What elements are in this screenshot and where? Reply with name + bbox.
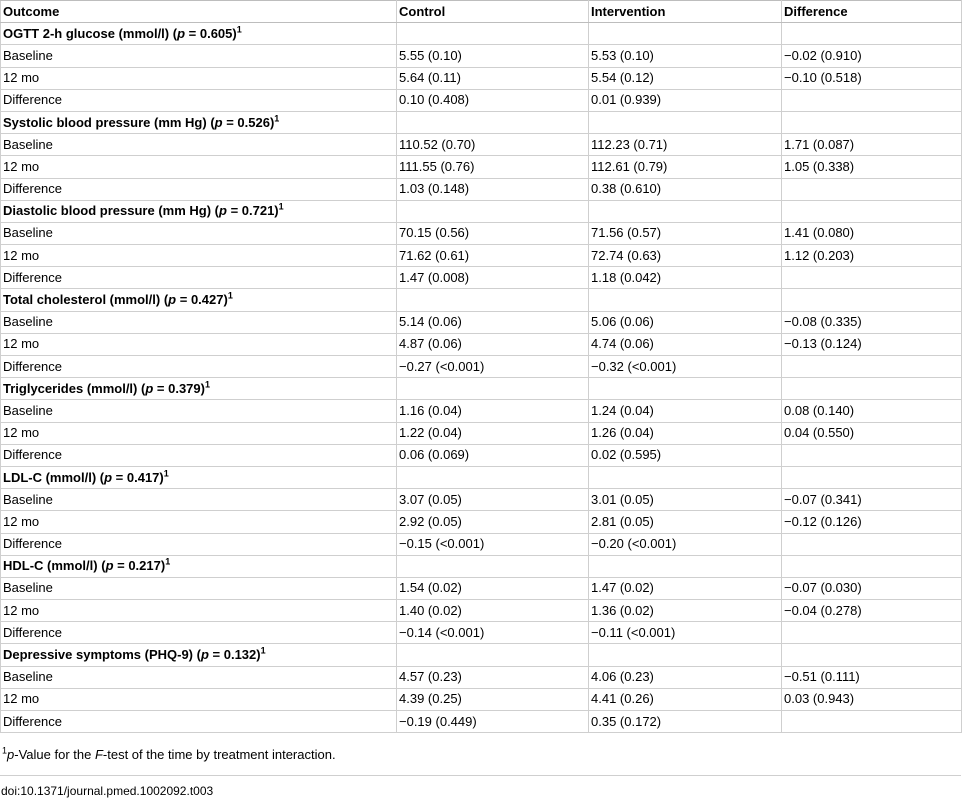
section-header-row bbox=[1, 644, 962, 666]
table-row bbox=[1, 688, 962, 710]
value-cell: 4.39 (0.25) bbox=[397, 688, 589, 710]
row-label-cell: Difference bbox=[1, 89, 397, 111]
row-label-cell: Baseline bbox=[1, 577, 397, 599]
empty-cell bbox=[589, 289, 782, 311]
value-cell: 1.36 (0.02) bbox=[589, 600, 782, 622]
table-row bbox=[1, 134, 962, 156]
section-footnote-mark: 1 bbox=[227, 290, 233, 301]
value-cell: −0.51 (0.111) bbox=[782, 666, 962, 688]
section-title-cell: LDL-C (mmol/l) (p = 0.417)$^1$ bbox=[1, 466, 397, 488]
section-title-cell: Systolic blood pressure (mm Hg) (p = 0.526)$^1$ bbox=[1, 111, 397, 133]
value-cell bbox=[782, 622, 962, 644]
table-row bbox=[1, 311, 962, 333]
table-row bbox=[1, 333, 962, 355]
table-row bbox=[1, 600, 962, 622]
section-title: OGTT 2-h glucose (mmol/l) bbox=[3, 25, 170, 41]
section-footnote-mark: 1 bbox=[260, 645, 266, 656]
empty-cell bbox=[397, 644, 589, 666]
section-title-cell: Triglycerides (mmol/l) (p = 0.379)$^1$ bbox=[1, 378, 397, 400]
empty-cell bbox=[589, 555, 782, 577]
doi-text[interactable]: doi:10.1371/journal.pmed.1002092.t003 bbox=[1, 784, 214, 799]
row-label-cell: Difference bbox=[1, 622, 397, 644]
row-label-cell: 12 mo bbox=[1, 688, 397, 710]
row-label-cell: 12 mo bbox=[1, 600, 397, 622]
value-cell: 1.24 (0.04) bbox=[589, 400, 782, 422]
value-cell: 1.40 (0.02) bbox=[397, 600, 589, 622]
empty-cell bbox=[397, 111, 589, 133]
value-cell: 0.04 (0.550) bbox=[782, 422, 962, 444]
value-cell: 1.41 (0.080) bbox=[782, 222, 962, 244]
value-cell bbox=[782, 444, 962, 466]
value-cell: −0.27 (<0.001) bbox=[397, 356, 589, 378]
column-header-intervention: Intervention bbox=[589, 1, 782, 23]
footnote-text-1: -Value for the bbox=[14, 747, 95, 763]
value-cell: 4.74 (0.06) bbox=[589, 333, 782, 355]
table-row bbox=[1, 422, 962, 444]
row-label-cell: 12 mo bbox=[1, 156, 397, 178]
value-cell: −0.20 (<0.001) bbox=[589, 533, 782, 555]
value-cell: 1.18 (0.042) bbox=[589, 267, 782, 289]
value-cell: −0.02 (0.910) bbox=[782, 45, 962, 67]
empty-cell bbox=[782, 466, 962, 488]
row-label-cell: Baseline bbox=[1, 400, 397, 422]
row-label-cell: 12 mo bbox=[1, 245, 397, 267]
section-header-row bbox=[1, 200, 962, 222]
table-row bbox=[1, 67, 962, 89]
header-row bbox=[1, 1, 962, 23]
empty-cell bbox=[397, 289, 589, 311]
value-cell: 0.01 (0.939) bbox=[589, 89, 782, 111]
section-p-italic: p bbox=[214, 114, 223, 130]
value-cell: −0.14 (<0.001) bbox=[397, 622, 589, 644]
empty-cell bbox=[782, 555, 962, 577]
value-cell: 71.56 (0.57) bbox=[589, 222, 782, 244]
footnote-f-italic: F bbox=[94, 747, 103, 763]
table-row bbox=[1, 666, 962, 688]
value-cell: 0.38 (0.610) bbox=[589, 178, 782, 200]
empty-cell bbox=[782, 378, 962, 400]
value-cell: 1.22 (0.04) bbox=[397, 422, 589, 444]
table-row bbox=[1, 533, 962, 555]
row-label-cell: Baseline bbox=[1, 222, 397, 244]
value-cell: 5.54 (0.12) bbox=[589, 67, 782, 89]
row-label-cell: 12 mo bbox=[1, 333, 397, 355]
section-p-italic: p bbox=[105, 558, 114, 574]
empty-cell bbox=[782, 289, 962, 311]
value-cell: −0.15 (<0.001) bbox=[397, 533, 589, 555]
value-cell: 0.10 (0.408) bbox=[397, 89, 589, 111]
section-title: Diastolic blood pressure (mm Hg) bbox=[3, 203, 212, 219]
section-footnote-mark: 1 bbox=[163, 468, 169, 479]
section-p-italic: p bbox=[145, 380, 154, 396]
value-cell: 0.35 (0.172) bbox=[589, 711, 782, 733]
row-label-cell: Baseline bbox=[1, 45, 397, 67]
value-cell: 4.87 (0.06) bbox=[397, 333, 589, 355]
value-cell: 1.26 (0.04) bbox=[589, 422, 782, 444]
section-header-row bbox=[1, 555, 962, 577]
section-p-italic: p bbox=[104, 469, 113, 485]
footnote-text-2: -test of the time by treatment interaction. bbox=[102, 747, 336, 763]
value-cell: 4.57 (0.23) bbox=[397, 666, 589, 688]
table-row bbox=[1, 89, 962, 111]
section-header-row bbox=[1, 466, 962, 488]
section-title: HDL-C (mmol/l) bbox=[3, 558, 98, 574]
table-body bbox=[1, 23, 962, 733]
value-cell: −0.07 (0.341) bbox=[782, 489, 962, 511]
empty-cell bbox=[397, 200, 589, 222]
value-cell bbox=[782, 178, 962, 200]
value-cell: 4.41 (0.26) bbox=[589, 688, 782, 710]
section-title: Triglycerides (mmol/l) bbox=[3, 380, 138, 396]
value-cell: 112.23 (0.71) bbox=[589, 134, 782, 156]
empty-cell bbox=[589, 200, 782, 222]
row-label-cell: Difference bbox=[1, 711, 397, 733]
row-label-cell: Difference bbox=[1, 533, 397, 555]
table-row bbox=[1, 222, 962, 244]
section-title-cell: HDL-C (mmol/l) (p = 0.217)$^1$ bbox=[1, 555, 397, 577]
table-row bbox=[1, 267, 962, 289]
row-label-cell: Difference bbox=[1, 267, 397, 289]
empty-cell bbox=[397, 466, 589, 488]
empty-cell bbox=[589, 466, 782, 488]
value-cell: −0.12 (0.126) bbox=[782, 511, 962, 533]
value-cell: 3.07 (0.05) bbox=[397, 489, 589, 511]
value-cell: 5.06 (0.06) bbox=[589, 311, 782, 333]
value-cell: 2.92 (0.05) bbox=[397, 511, 589, 533]
section-title: Systolic blood pressure (mm Hg) bbox=[3, 114, 207, 130]
empty-cell bbox=[397, 555, 589, 577]
value-cell: 0.08 (0.140) bbox=[782, 400, 962, 422]
value-cell: 110.52 (0.70) bbox=[397, 134, 589, 156]
empty-cell bbox=[782, 200, 962, 222]
empty-cell bbox=[589, 378, 782, 400]
value-cell: 1.47 (0.008) bbox=[397, 267, 589, 289]
row-label-cell: Baseline bbox=[1, 666, 397, 688]
section-footnote-mark: 1 bbox=[204, 379, 210, 390]
row-label-cell: Difference bbox=[1, 444, 397, 466]
value-cell: 0.03 (0.943) bbox=[782, 688, 962, 710]
table-row bbox=[1, 489, 962, 511]
value-cell bbox=[782, 356, 962, 378]
empty-cell bbox=[782, 23, 962, 45]
section-p-value: = 0.721) bbox=[226, 203, 279, 219]
value-cell: 5.64 (0.11) bbox=[397, 67, 589, 89]
section-header-row bbox=[1, 378, 962, 400]
row-label-cell: Baseline bbox=[1, 489, 397, 511]
section-p-italic: p bbox=[168, 292, 177, 308]
value-cell: 2.81 (0.05) bbox=[589, 511, 782, 533]
value-cell: 5.14 (0.06) bbox=[397, 311, 589, 333]
section-p-value: = 0.132) bbox=[208, 647, 261, 663]
section-p-italic: p bbox=[200, 647, 209, 663]
section-p-value: = 0.417) bbox=[112, 469, 164, 485]
section-p-italic: p bbox=[219, 203, 227, 219]
empty-cell bbox=[589, 644, 782, 666]
row-label-cell: Baseline bbox=[1, 134, 397, 156]
value-cell: −0.32 (<0.001) bbox=[589, 356, 782, 378]
value-cell: 0.02 (0.595) bbox=[589, 444, 782, 466]
value-cell: −0.08 (0.335) bbox=[782, 311, 962, 333]
value-cell: 5.55 (0.10) bbox=[397, 45, 589, 67]
footnote-p-italic: p bbox=[7, 747, 15, 763]
value-cell: 1.54 (0.02) bbox=[397, 577, 589, 599]
footnote-mark: 1 bbox=[2, 745, 8, 756]
section-title-cell: Depressive symptoms (PHQ-9) (p = 0.132)$^1$ bbox=[1, 644, 397, 666]
section-p-value: = 0.217) bbox=[113, 558, 166, 574]
table-row bbox=[1, 622, 962, 644]
value-cell: 0.06 (0.069) bbox=[397, 444, 589, 466]
table-row bbox=[1, 400, 962, 422]
section-title: Depressive symptoms (PHQ-9) bbox=[3, 647, 194, 663]
section-footnote-mark: 1 bbox=[236, 24, 242, 35]
section-footnote-mark: 1 bbox=[278, 201, 284, 212]
section-footnote-mark: 1 bbox=[165, 556, 171, 567]
table-row bbox=[1, 511, 962, 533]
section-header-row bbox=[1, 23, 962, 45]
value-cell: 72.74 (0.63) bbox=[589, 245, 782, 267]
section-title-cell: Total cholesterol (mmol/l) (p = 0.427)$^1$ bbox=[1, 289, 397, 311]
value-cell: 71.62 (0.61) bbox=[397, 245, 589, 267]
table-row bbox=[1, 156, 962, 178]
section-title-cell: OGTT 2-h glucose (mmol/l) (p = 0.605)$^1$ bbox=[1, 23, 397, 45]
section-p-italic: p bbox=[177, 25, 186, 41]
empty-cell bbox=[397, 378, 589, 400]
empty-cell bbox=[782, 644, 962, 666]
column-header-control: Control bbox=[397, 1, 589, 23]
value-cell: 4.06 (0.23) bbox=[589, 666, 782, 688]
section-title: LDL-C (mmol/l) bbox=[3, 469, 97, 485]
row-label-cell: 12 mo bbox=[1, 422, 397, 444]
row-label-cell: Baseline bbox=[1, 311, 397, 333]
table-row bbox=[1, 245, 962, 267]
section-p-value: = 0.526) bbox=[222, 114, 275, 130]
section-header-row bbox=[1, 111, 962, 133]
table-row bbox=[1, 356, 962, 378]
table-row bbox=[1, 711, 962, 733]
value-cell: −0.13 (0.124) bbox=[782, 333, 962, 355]
empty-cell bbox=[589, 23, 782, 45]
row-label-cell: 12 mo bbox=[1, 67, 397, 89]
table-row bbox=[1, 45, 962, 67]
column-header-difference: Difference bbox=[782, 1, 962, 23]
value-cell: 70.15 (0.56) bbox=[397, 222, 589, 244]
value-cell: 1.71 (0.087) bbox=[782, 134, 962, 156]
value-cell: 1.16 (0.04) bbox=[397, 400, 589, 422]
empty-cell bbox=[397, 23, 589, 45]
section-title: Total cholesterol (mmol/l) bbox=[3, 292, 161, 308]
section-footnote-mark: 1 bbox=[274, 113, 280, 124]
empty-cell bbox=[589, 111, 782, 133]
empty-cell bbox=[782, 111, 962, 133]
section-header-row bbox=[1, 289, 962, 311]
row-label-cell: 12 mo bbox=[1, 511, 397, 533]
value-cell: 1.12 (0.203) bbox=[782, 245, 962, 267]
value-cell: 111.55 (0.76) bbox=[397, 156, 589, 178]
value-cell: −0.19 (0.449) bbox=[397, 711, 589, 733]
row-label-cell: Difference bbox=[1, 178, 397, 200]
value-cell bbox=[782, 89, 962, 111]
table-row bbox=[1, 444, 962, 466]
footnote bbox=[0, 733, 962, 767]
table-row bbox=[1, 178, 962, 200]
table-row bbox=[1, 577, 962, 599]
value-cell: 1.03 (0.148) bbox=[397, 178, 589, 200]
value-cell: −0.04 (0.278) bbox=[782, 600, 962, 622]
section-p-value: = 0.379) bbox=[153, 380, 205, 396]
value-cell: −0.11 (<0.001) bbox=[589, 622, 782, 644]
value-cell: −0.07 (0.030) bbox=[782, 577, 962, 599]
value-cell: 5.53 (0.10) bbox=[589, 45, 782, 67]
column-header-outcome: Outcome bbox=[1, 1, 397, 23]
value-cell: −0.10 (0.518) bbox=[782, 67, 962, 89]
value-cell: 1.47 (0.02) bbox=[589, 577, 782, 599]
row-label-cell: Difference bbox=[1, 356, 397, 378]
value-cell bbox=[782, 711, 962, 733]
value-cell bbox=[782, 533, 962, 555]
value-cell bbox=[782, 267, 962, 289]
section-title-cell: Diastolic blood pressure (mm Hg) (p = 0.721)$^1$ bbox=[1, 200, 397, 222]
value-cell: 1.05 (0.338) bbox=[782, 156, 962, 178]
section-p-value: = 0.605) bbox=[185, 25, 237, 41]
value-cell: 3.01 (0.05) bbox=[589, 489, 782, 511]
value-cell: 112.61 (0.79) bbox=[589, 156, 782, 178]
section-p-value: = 0.427) bbox=[176, 292, 228, 308]
